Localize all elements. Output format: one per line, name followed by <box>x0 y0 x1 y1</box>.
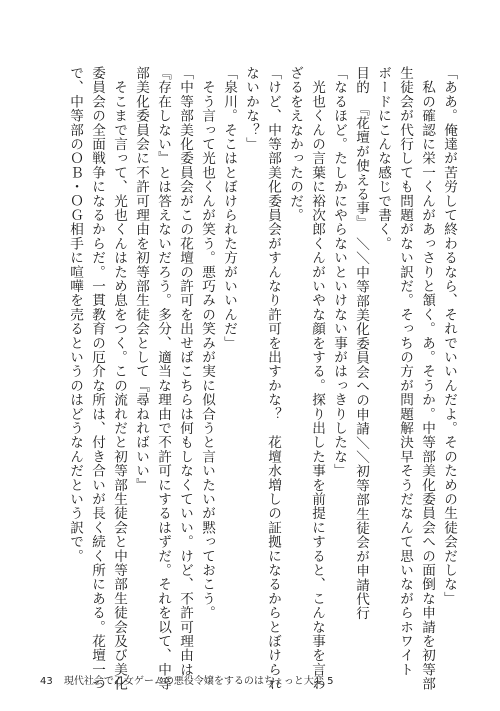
page-footer <box>40 672 333 687</box>
text-line: ないかな？」 <box>243 66 259 152</box>
text-line: 『存在しない』とは答えないだろう。多分、適当な理由で不許可にするはずだ。それを以て、中等 <box>155 66 171 691</box>
text-line: 「中等部美化委員会がこの花壇の許可を出せばこちらは何もしなくていい。けど、不許可理由は <box>177 66 193 677</box>
text-line: 生徒会が代行しても問題がない訳だ。そっちの方が問題解決早そうだなんて思いながらホワイト <box>397 66 413 677</box>
text-line: 「なるほど。たしかにやらないといけない事がはっきりしたな」 <box>331 66 347 478</box>
text-line: ボードにこんな感じで書く。 <box>375 66 391 251</box>
text-line: 委員会の全面戦争になるからだ。一貫教育の厄介な所は、付き合いが長く続く所にある。花壇一つ <box>89 66 105 691</box>
text-line: 「ああ。俺達が苦労して終わるなら、それでいいんだよ。そのための生徒会だしな」 <box>441 66 457 606</box>
text-line: 私の確認に栄一くんがあっさりと頷く。あ。そうか。中等部美化委員会への面倒な申請を初等部 <box>419 66 435 691</box>
text-line: 部美化委員会に不許可理由を初等部生徒会として『尋ねればいい』 <box>133 66 149 492</box>
book-title: 現代社会で乙女ゲームの悪役令嬢をするのはちょっと大変 5 <box>63 676 334 687</box>
text-line: 「けど、中等部美化委員会がすんなり許可を出すかな？ 花壇水増しの証拠になるからとぼけられ <box>265 66 281 691</box>
text-line: 目的 『花壇が使える事』 ＼＼中等部美化委員会への申請＼＼初等部生徒会が申請代行 <box>353 66 369 621</box>
text-line: そう言って光也くんが笑う。悪巧みの笑みが実に似合うと言いたいが黙っておこう。 <box>199 66 215 620</box>
text-line: 光也くんの言葉に裕次郎くんがいやな顔をする。探り出した事を前提にすると、こんな事を言わ <box>309 66 325 691</box>
text-line: 「泉川。そこはとぼけられた方がいいんだ」 <box>221 66 237 350</box>
text-line: ざるをえなかったのだ。 <box>287 66 303 223</box>
text-line: で、中等部のＯＢ・ＯＧ相手に喧嘩を売るというのはどうなんだという訳で。 <box>67 66 83 563</box>
text-line: そこまで言って、光也くんはため息をつく。この流れだと初等部生徒会と中等部生徒会及び美化 <box>111 66 127 691</box>
page-number: 43 <box>40 676 53 687</box>
